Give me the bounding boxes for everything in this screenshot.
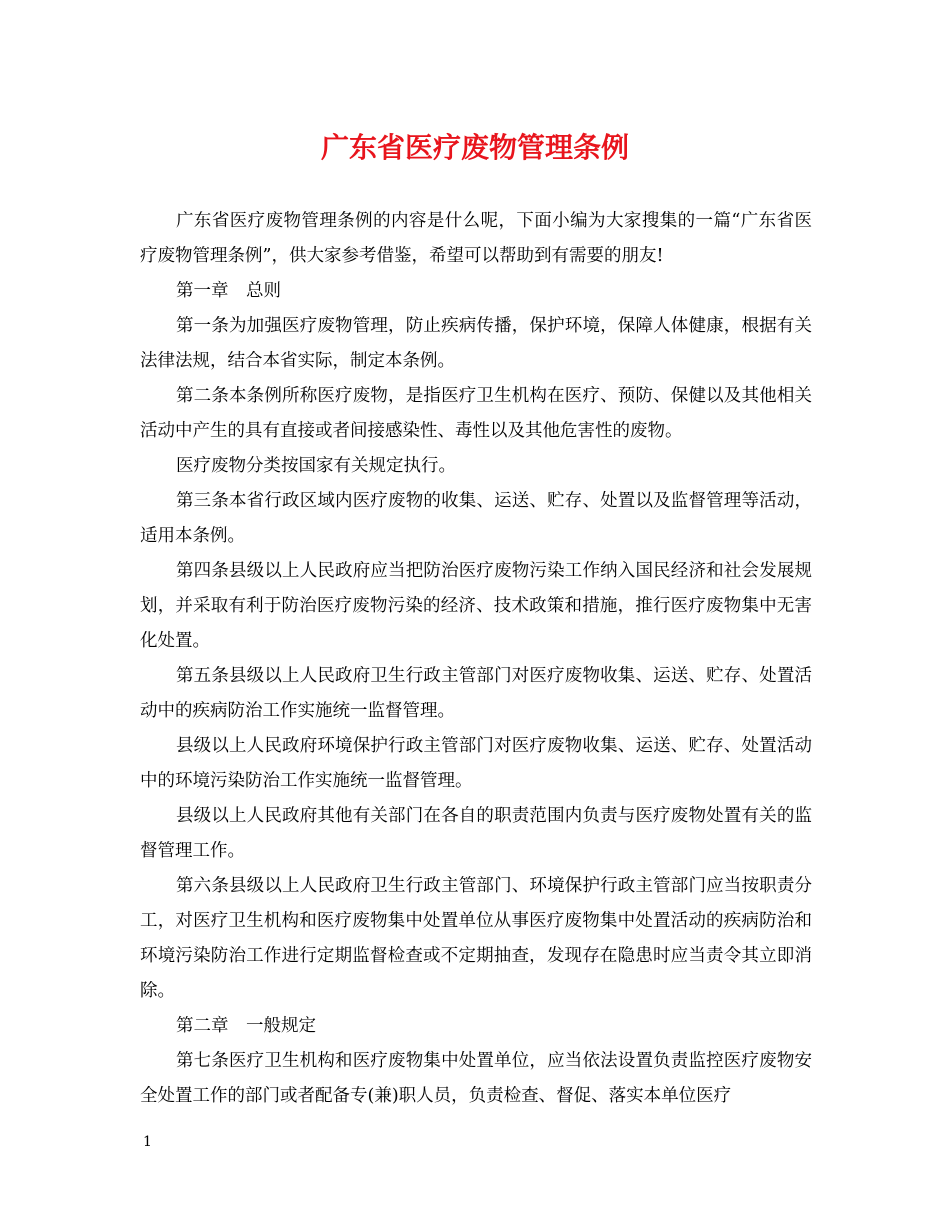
chapter-heading-1: 第一章 总则	[176, 281, 281, 301]
article-5-other-departments: 县级以上人民政府其他有关部门在各自的职责范围内负责与医疗废物处置有关的监督管理工作。	[140, 806, 812, 861]
document-body	[140, 204, 812, 1114]
article-7: 第七条医疗卫生机构和医疗废物集中处置单位，应当依法设置负责监控医疗废物安全处置工作的部门或者配备专(兼)职人员，负责检查、督促、落实本单位医疗	[140, 1051, 812, 1106]
chapter-heading-2: 第二章 一般规定	[176, 1016, 316, 1036]
article-1: 第一条为加强医疗废物管理，防止疾病传播，保护环境，保障人体健康，根据有关法律法规，结合本省实际，制定本条例。	[140, 316, 812, 371]
article-2-classification: 医疗废物分类按国家有关规定执行。	[176, 456, 456, 476]
article-4: 第四条县级以上人民政府应当把防治医疗废物污染工作纳入国民经济和社会发展规划，并采取有利于防治医疗废物污染的经济、技术政策和措施，推行医疗废物集中无害化处置。	[140, 561, 812, 651]
document-title: 广东省医疗废物管理条例	[320, 131, 629, 164]
article-5-environment: 县级以上人民政府环境保护行政主管部门对医疗废物收集、运送、贮存、处置活动中的环境污染防治工作实施统一监督管理。	[140, 736, 812, 791]
article-5: 第五条县级以上人民政府卫生行政主管部门对医疗废物收集、运送、贮存、处置活动中的疾病防治工作实施统一监督管理。	[140, 666, 812, 721]
paragraph-intro: 广东省医疗废物管理条例的内容是什么呢，下面小编为大家搜集的一篇“广东省医疗废物管理条例”，供大家参考借鉴，希望可以帮助到有需要的朋友!	[140, 211, 812, 266]
article-2: 第二条本条例所称医疗废物，是指医疗卫生机构在医疗、预防、保健以及其他相关活动中产生的具有直接或者间接感染性、毒性以及其他危害性的废物。	[140, 386, 812, 441]
article-6: 第六条县级以上人民政府卫生行政主管部门、环境保护行政主管部门应当按职责分工，对医疗卫生机构和医疗废物集中处置单位从事医疗废物集中处置活动的疾病防治和环境污染防治工作进行定期监督检查或不定期抽查，发现存在隐患时应当责令其立即消除。	[140, 876, 812, 1001]
page-number: 1	[143, 1134, 152, 1150]
article-3: 第三条本省行政区域内医疗废物的收集、运送、贮存、处置以及监督管理等活动，适用本条例。	[140, 491, 812, 546]
